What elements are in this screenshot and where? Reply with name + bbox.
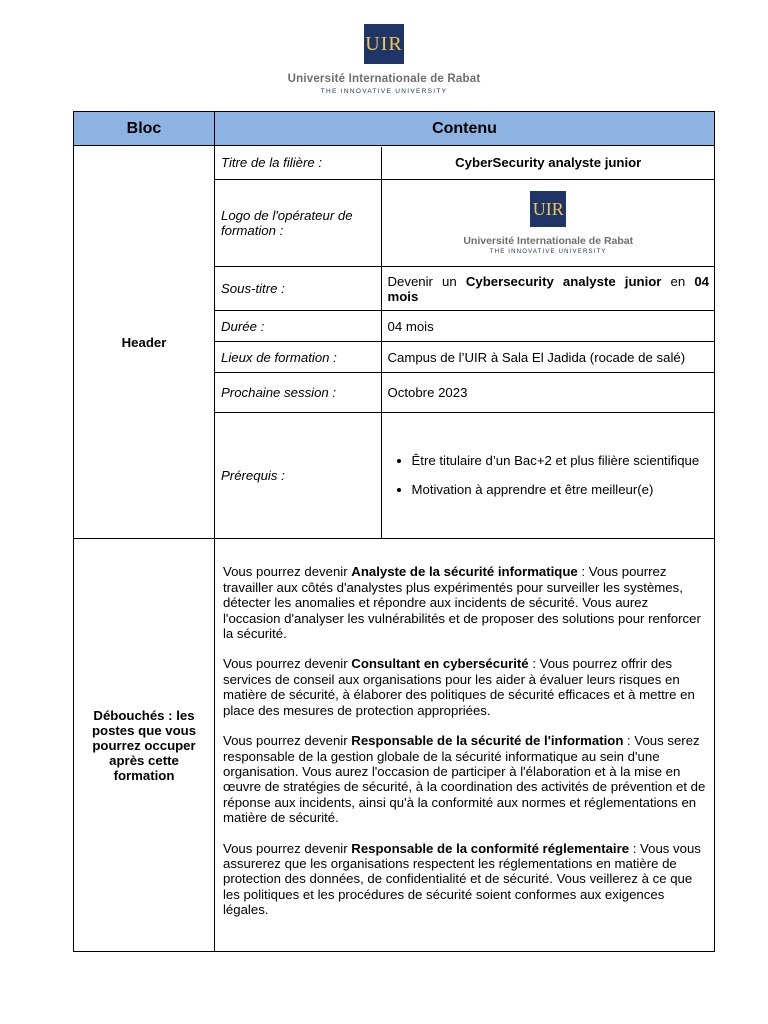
debouche-title: Consultant en cybersécurité <box>351 656 529 672</box>
row-prerequis <box>215 413 715 538</box>
debouche-paragraph <box>223 564 706 641</box>
sous-titre-middle: en <box>661 273 695 289</box>
label-sous-titre: Sous-titre : <box>215 267 381 311</box>
value-titre: CyberSecurity analyste junior <box>381 147 715 180</box>
label-titre: Titre de la filière : <box>215 147 381 180</box>
value-duree: 04 mois <box>381 311 715 342</box>
uir-logo-mark: UIR <box>364 24 404 64</box>
table-header-row <box>74 112 715 146</box>
debouches-content <box>215 539 715 952</box>
header-block-row <box>74 146 715 539</box>
debouche-paragraph <box>223 841 706 918</box>
sous-titre-bold-duration: 04 mois <box>387 273 709 304</box>
row-session <box>215 373 715 413</box>
university-name: Université Internationale de Rabat <box>287 73 481 85</box>
prerequis-item: • Être titulaire d’un Bac+2 et plus filière scientifique <box>412 453 710 468</box>
debouche-text: : Vous serez responsable de la gestion globale de la sécurité informatique au sein d'une organisation. Vous aurez l'occasion de participer à l'élaboration et à la mise en œuvre de stratégies de sécurité, à la coordination des activités de prévention et de réponse aux incidents, ainsi qu'à la conformité aux normes et réglementations en matière de sécurité. <box>223 733 706 826</box>
column-header-contenu: Contenu <box>215 112 715 146</box>
label-session: Prochaine session : <box>215 373 381 413</box>
row-lieux <box>215 342 715 373</box>
prerequis-list <box>388 453 710 497</box>
operator-name: Université Internationale de Rabat <box>463 235 634 247</box>
value-sous-titre <box>381 267 715 311</box>
label-lieux: Lieux de formation : <box>215 342 381 373</box>
debouche-prefix: Vous pourrez devenir <box>223 733 352 749</box>
column-header-bloc: Bloc <box>74 112 215 146</box>
header-details-table <box>215 147 715 538</box>
university-tagline: THE INNOVATIVE UNIVERSITY <box>320 88 448 95</box>
debouche-prefix: Vous pourrez devenir <box>223 656 352 672</box>
row-logo <box>215 180 715 267</box>
debouche-title: Responsable de la conformité réglementaire <box>351 840 630 856</box>
bloc-label-header: Header <box>74 146 215 539</box>
value-session: Octobre 2023 <box>381 373 715 413</box>
row-sous-titre <box>215 267 715 311</box>
value-lieux: Campus de l’UIR à Sala El Jadida (rocade de salé) <box>381 342 715 373</box>
debouche-title: Analyste de la sécurité informatique <box>351 564 578 580</box>
operator-tagline: THE INNOVATIVE UNIVERSITY <box>489 249 607 255</box>
operator-logo <box>388 191 710 255</box>
debouches-row <box>74 539 715 952</box>
row-titre <box>215 147 715 180</box>
header-content-cell <box>215 146 715 539</box>
label-logo: Logo de l'opérateur de formation : <box>215 180 381 267</box>
debouche-title: Responsable de la sécurité de l'information <box>351 733 624 749</box>
debouche-prefix: Vous pourrez devenir <box>223 840 352 856</box>
label-duree: Durée : <box>215 311 381 342</box>
bloc-label-debouches: Débouchés : les postes que vous pourrez occuper après cette formation <box>74 539 215 952</box>
prerequis-item: • Motivation à apprendre et être meilleur(e) <box>412 482 710 497</box>
value-logo <box>381 180 715 267</box>
university-logo <box>0 24 768 95</box>
label-prerequis: Prérequis : <box>215 413 381 538</box>
value-prerequis <box>381 413 715 538</box>
debouche-paragraph <box>223 733 706 825</box>
sous-titre-prefix: Devenir un <box>387 273 466 289</box>
debouche-prefix: Vous pourrez devenir <box>223 564 352 580</box>
program-table <box>73 111 715 952</box>
uir-logo-mark-small: UIR <box>530 191 566 227</box>
debouche-text: : Vous vous assurerez que les organisations respectent les réglementations en matière de protection des données, de confidentialité et de sécurité. Vous veillerez à ce que les politiques et les procédures de sécurité soient conformes aux exigences légales. <box>223 840 701 918</box>
sous-titre-bold-program: Cybersecurity analyste junior <box>465 273 662 289</box>
row-duree <box>215 311 715 342</box>
debouche-text: : Vous pourrez offrir des services de conseil aux organisations pour les aider à évaluer leurs risques en matière de sécurité, à élaborer des politiques de sécurité efficaces et à mettre en place des mesures de protection appropriées. <box>223 656 695 718</box>
debouche-text: : Vous pourrez travailler aux côtés d'analystes plus expérimentés pour surveiller les systèmes, détecter les anomalies et répondre aux incidents de sécurité. Vous aurez l'occasion d'analyser les vulnérabilités et de proposer des solutions pour renforcer la sécurité. <box>223 564 701 642</box>
debouche-paragraph <box>223 656 706 718</box>
